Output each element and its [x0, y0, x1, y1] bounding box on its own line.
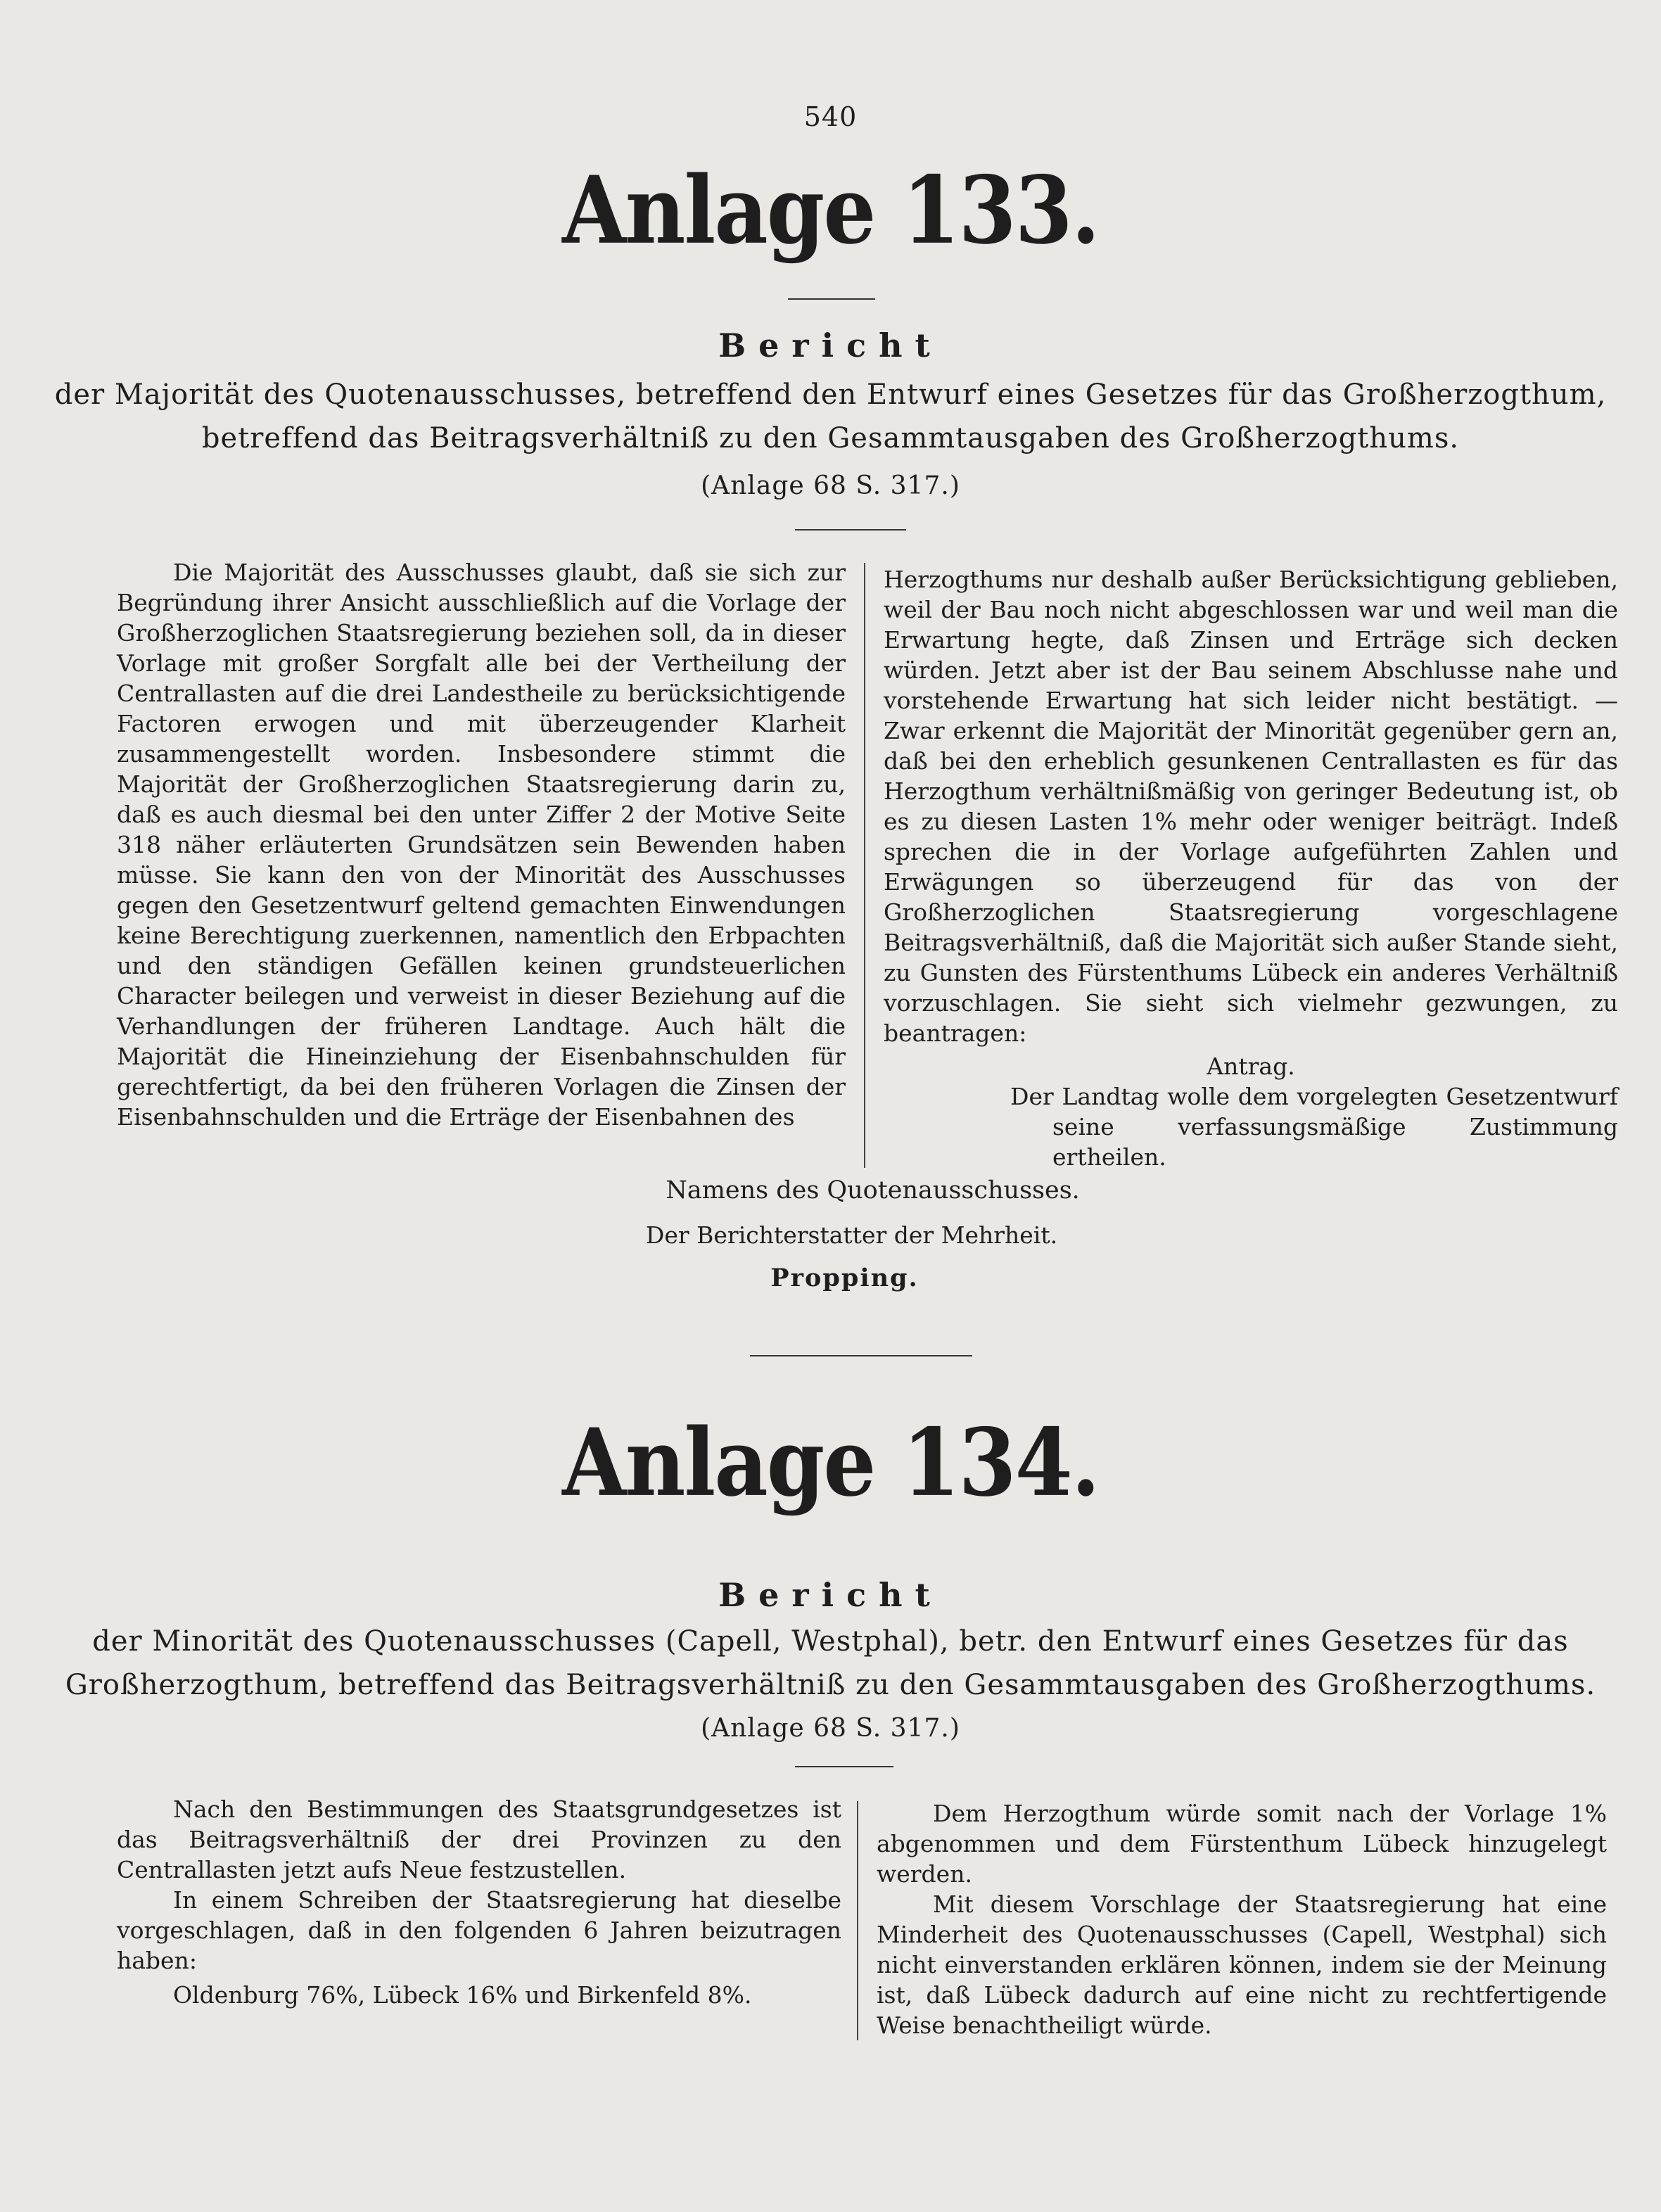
paragraph: Die Majorität des Ausschusses glaubt, daß sie sich zur Begründung ihrer Ansicht ausschließlich auf die Vorlage der Großherzoglichen Staatsregierung beziehen soll, da in dieser Vorlage mit großer Sorgfalt alle bei der Vertheilung der Centrallasten auf die drei Landestheile zu berücksichtigende Factoren erwogen und mit überzeugender Klarheit zusammengestellt worden. Insbesondere stimmt die Majorität der Großherzoglichen Staatsregierung darin zu, daß es auch diesmal bei den unter Ziffer 2 der Motive Seite 318 näher erläuterten Grundsätzen sein Bewenden haben müsse. Sie kann den von der Minorität des Ausschusses gegen den Gesetzentwurf geltend gemachten Einwendungen keine Berechtigung zuerkennen, namentlich den Erbpachten und den ständigen Gefällen keinen grundsteuerlichen Character beilegen und verweist in dieser Beziehung auf die Verhandlungen der früheren Landtage. Auch hält die Majorität die Hineinziehung der Eisenbahnschulden für gerechtfertigt, da bei den früheren Vorlagen die Zinsen der Eisenbahnschulden und die Erträge der Eisenbahnen des — [117, 559, 846, 1131]
anlage-133-subtitle-line1: der Majorität des Quotenausschusses, betreffend den Entwurf eines Gesetzes für das Großherzogthum, — [54, 379, 1607, 411]
anlage-133-left-column — [117, 557, 846, 1132]
antrag-text: Der Landtag wolle dem vorgelegten Gesetzentwurf seine verfassungsmäßige Zustimmung ertheilen. — [1010, 1083, 1618, 1171]
anlage-134-subtitle-line2: Großherzogthum, betreffend das Beitragsverhältniß zu den Gesammtausgaben des Großherzogthums. — [65, 1669, 1596, 1701]
anlage-134-right-column — [877, 1798, 1607, 2040]
signature-name: Propping. — [770, 1264, 919, 1292]
paragraph: Herzogthums nur deshalb außer Berücksichtigung geblieben, weil der Bau noch nicht abgeschlossen war und weil man die Erwartung hegte, daß Zinsen und Erträge sich decken würden. Jetzt aber ist der Bau seinem Abschlusse nahe und vorstehende Erwartung hat sich leider nicht bestätigt. — Zwar erkennt die Majorität der Minorität gegenüber gern an, daß bei den erheblich gesunkenen Centrallasten es für das Herzogthum verhältnißmäßig von geringer Bedeutung ist, ob es zu diesen Lasten 1% mehr oder weniger beiträgt. Indeß sprechen die in der Vorlage aufgeführten Zahlen und Erwägungen so überzeugend für das von der Großherzoglichen Staatsregierung vorgeschlagene Beitragsverhältniß, daß die Majorität sich außer Stande sieht, zu Gunsten des Fürstenthums Lübeck ein anderes Verhältniß vorzuschlagen. Sie sieht sich vielmehr gezwungen, zu beantragen: — [884, 566, 1618, 1047]
column-divider — [864, 563, 865, 1168]
anlage-133-subtitle-line2: betreffend das Beitragsverhältniß zu den Gesammtausgaben des Großherzogthums. — [201, 422, 1460, 455]
signature-committee: Namens des Quotenausschusses. — [666, 1176, 1080, 1204]
paragraph: Mit diesem Vorschlage der Staatsregierung hat eine Minderheit des Quotenausschusses (Capell, Westphal) sich nicht einverstanden erklären können, indem sie der Meinung ist, daß Lübeck dadurch auf eine nicht zu rechtfertigende Weise benachtheiligt würde. — [877, 1890, 1607, 2039]
paragraph: In einem Schreiben der Staatsregierung hat dieselbe vorgeschlagen, daß in den folgenden 6 Jahren beizutragen haben: — [117, 1886, 841, 1974]
anlage-134-title: Anlage 134. — [562, 1407, 1099, 1518]
reference-divider — [795, 1766, 893, 1767]
anlage-134-bericht-heading: Bericht — [718, 1576, 943, 1614]
reference-divider — [795, 529, 906, 530]
anlage-134-left-column — [117, 1794, 841, 2010]
antrag-heading: Antrag. — [1207, 1053, 1295, 1080]
paragraph: Dem Herzogthum würde somit nach der Vorlage 1% abgenommen und dem Fürstenthum Lübeck hinzugelegt werden. — [877, 1800, 1607, 1888]
anlage-133-right-column — [884, 564, 1618, 1172]
column-divider — [857, 1801, 858, 2040]
anlage-133-bericht-heading: Bericht — [718, 326, 943, 364]
anlage-133-title: Anlage 133. — [562, 155, 1099, 265]
signature-role: Der Berichterstatter der Mehrheit. — [645, 1221, 1058, 1249]
paragraph: Nach den Bestimmungen des Staatsgrundgesetzes ist das Beitragsverhältniß der drei Provinzen zu den Centrallasten jetzt aufs Neue festzustellen. — [117, 1795, 841, 1883]
paragraph: Oldenburg 76%, Lübeck 16% und Birkenfeld 8%. — [173, 1981, 752, 2009]
title-divider — [788, 298, 875, 300]
page-number: 540 — [803, 101, 858, 132]
anlage-134-subtitle-line1: der Minorität des Quotenausschusses (Capell, Westphal), betr. den Entwurf eines Gesetzes für das — [92, 1625, 1569, 1658]
anlage-133-reference: (Anlage 68 S. 317.) — [701, 471, 960, 500]
section-divider — [750, 1355, 972, 1356]
anlage-134-reference: (Anlage 68 S. 317.) — [701, 1714, 960, 1743]
